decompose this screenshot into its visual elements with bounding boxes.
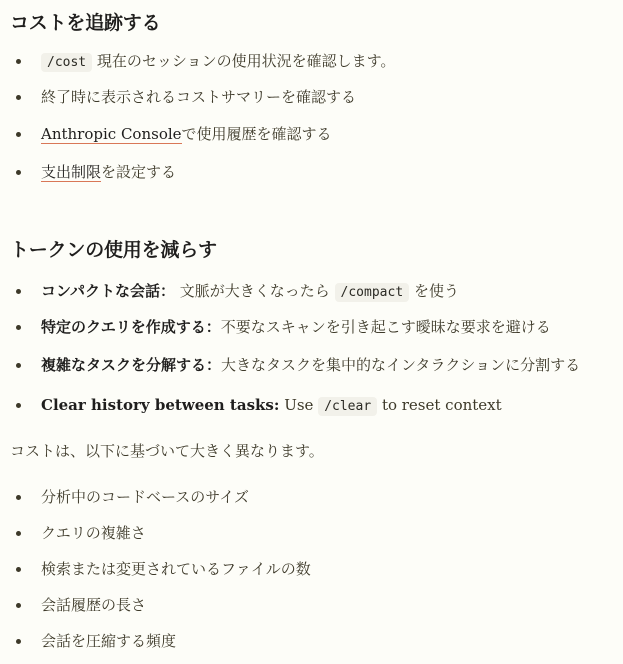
list-item-text: to reset context — [381, 396, 502, 414]
inline-code-cost: /cost — [41, 53, 92, 72]
list-item-content — [41, 160, 176, 184]
list-item-text: Use — [284, 396, 314, 414]
list-item-content — [41, 315, 551, 339]
list-item-text: で使用履歴を確認する — [181, 125, 332, 143]
anthropic-console-link[interactable]: Anthropic Console — [41, 125, 182, 143]
list-item-text: クエリの複雑さ — [41, 524, 146, 542]
bullet — [16, 363, 21, 368]
bullet — [16, 531, 21, 536]
bullet — [16, 567, 21, 572]
bullet — [16, 603, 21, 608]
list-item-content — [41, 353, 580, 377]
inline-code-compact: /compact — [335, 283, 410, 302]
heading-reduce-tokens: トークンの使用を減らす — [10, 239, 217, 261]
list-item-content — [41, 393, 502, 419]
bullet — [16, 132, 21, 137]
bullet — [16, 95, 21, 100]
list-item-bold: 特定のクエリを作成する： — [41, 318, 221, 336]
heading-track-cost: コストを追跡する — [10, 12, 161, 34]
list-item-bold: Clear history between tasks: — [41, 396, 280, 414]
list-item-content — [41, 279, 459, 305]
bullet — [16, 289, 21, 294]
list-item-text: 大きなタスクを集中的なインタラクションに分割する — [221, 356, 581, 374]
list-item-text: 会話を圧縮する頻度 — [41, 632, 177, 650]
list-item-text: 検索または変更されているファイルの数 — [41, 560, 311, 578]
list-item-text: 終了時に表示されるコストサマリーを確認する — [41, 88, 357, 106]
list-item-text: 不要なスキャンを引き起こす曖昧な要求を避ける — [220, 318, 551, 336]
list-item-bold: コンパクトな会話： — [41, 282, 175, 300]
bullet — [16, 59, 21, 64]
list-item-text: を使う — [413, 282, 459, 300]
spend-limit-link[interactable]: 支出制限 — [41, 163, 102, 181]
list-item-text: 文脈が大きくなったら — [179, 282, 330, 300]
list-item-text: 会話履歴の長さ — [41, 596, 147, 614]
bullet — [16, 403, 21, 408]
bullet — [16, 639, 21, 644]
list-item-text: を設定する — [101, 163, 177, 181]
bullet — [16, 495, 21, 500]
inline-code-clear: /clear — [318, 397, 377, 416]
list-item-content — [41, 122, 332, 146]
list-item-content — [41, 85, 356, 109]
cost-factors-paragraph: コストは、以下に基づいて大きく異なります。 — [10, 442, 324, 460]
bullet — [16, 325, 21, 330]
list-item-text: 現在のセッションの使用状況を確認します。 — [96, 52, 396, 70]
list-item-text: 分析中のコードベースのサイズ — [41, 488, 250, 506]
list-item-bold: 複雑なタスクを分解する： — [41, 356, 222, 374]
list-item-content — [41, 49, 395, 75]
bullet — [16, 170, 21, 175]
